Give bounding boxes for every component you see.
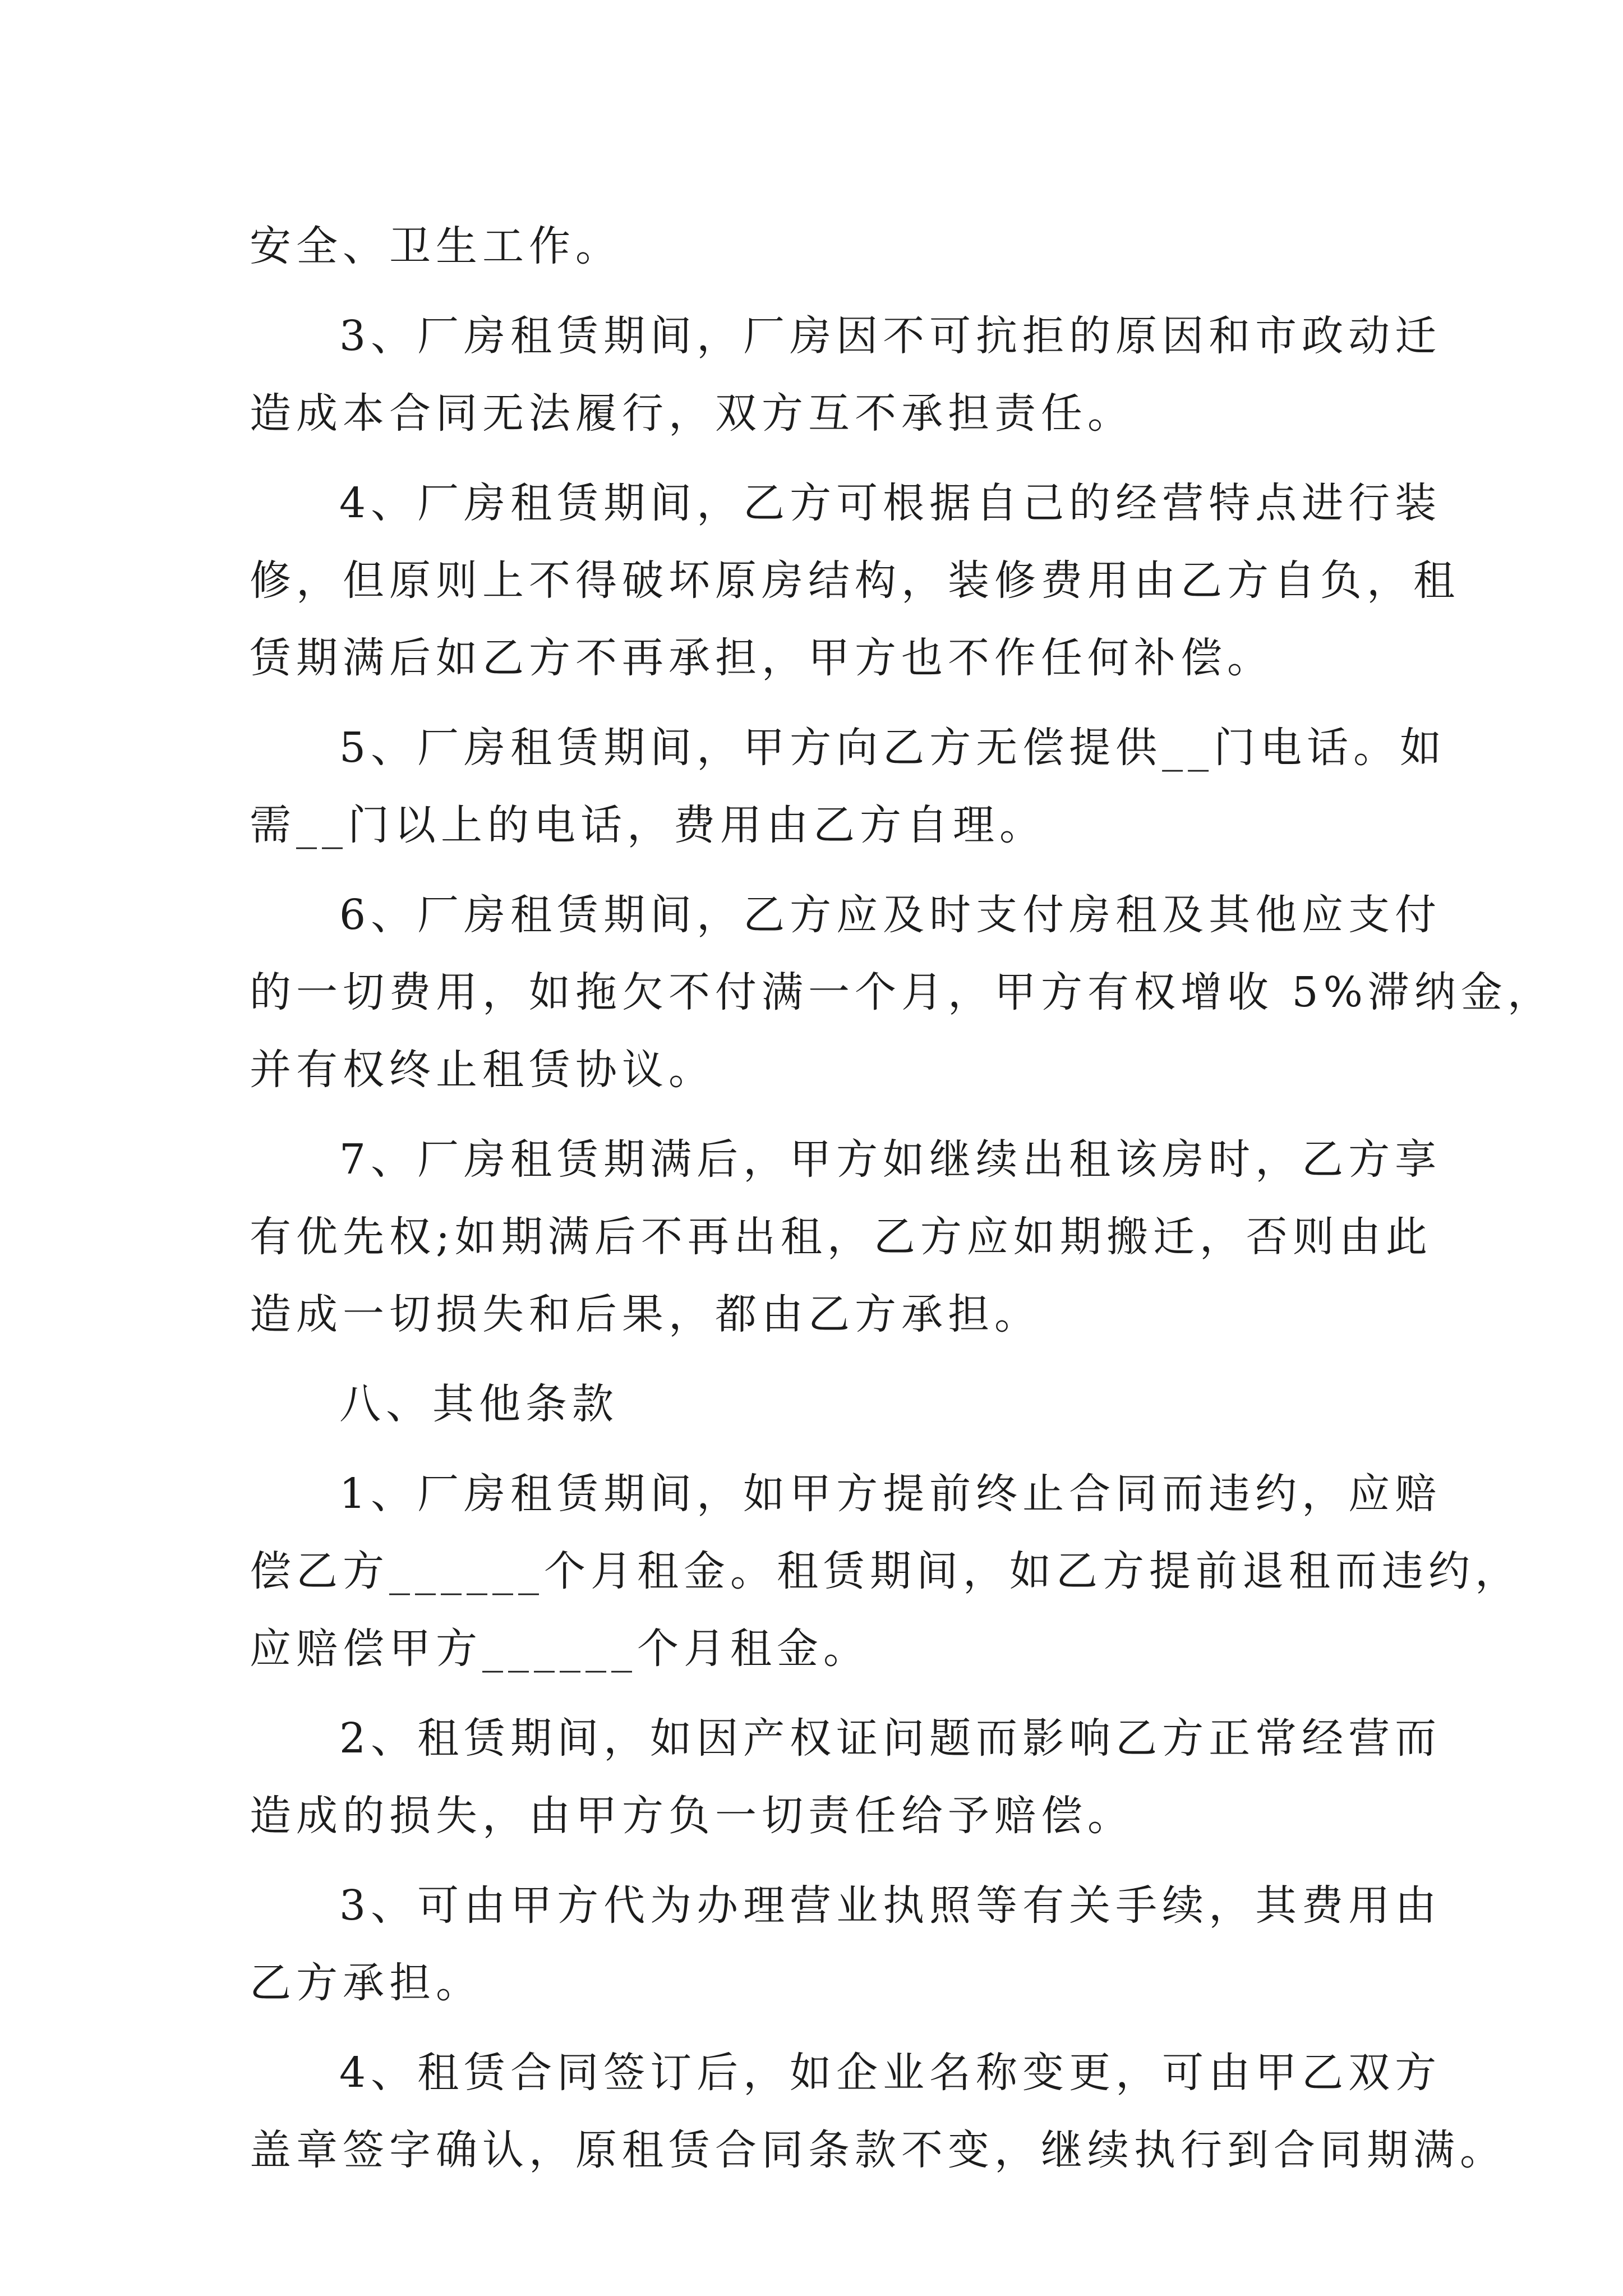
text-line: 4、厂房租赁期间，乙方可根据自己的经营特点进行装 bbox=[339, 479, 1442, 527]
paragraph bbox=[250, 208, 1399, 285]
text-line: 造成的损失，由甲方负一切责任给予赔偿。 bbox=[250, 1792, 1134, 1840]
text-line: 7、厂房租赁期满后，甲方如继续出租该房时，乙方享 bbox=[339, 1135, 1442, 1184]
document-body bbox=[250, 208, 1554, 2201]
text-line: 盖章签字确认，原租赁合同条款不变，继续执行到合同期满。 bbox=[250, 2126, 1506, 2174]
paragraph bbox=[250, 876, 1554, 1108]
text-line: 偿乙方______个月租金。租赁期间，如乙方提前退租而违约， bbox=[250, 1547, 1521, 1595]
text-line: 造成一切损失和后果，都由乙方承担。 bbox=[250, 1290, 1041, 1338]
text-line: 应赔偿甲方______个月租金。 bbox=[250, 1625, 870, 1673]
paragraph bbox=[250, 1365, 1399, 1443]
paragraph bbox=[250, 2034, 1506, 2189]
text-line: 八、其他条款 bbox=[339, 1380, 619, 1428]
text-line: 3、厂房租赁期间，厂房因不可抗拒的原因和市政动迁 bbox=[339, 312, 1442, 360]
paragraph bbox=[250, 464, 1460, 697]
paragraph bbox=[250, 297, 1442, 452]
text-line: 安全、卫生工作。 bbox=[250, 222, 622, 270]
paragraph bbox=[250, 1700, 1442, 1855]
text-line: 造成本合同无法履行，双方互不承担责任。 bbox=[250, 389, 1134, 438]
text-line: 5、厂房租赁期间，甲方向乙方无偿提供__门电话。如 bbox=[339, 724, 1447, 772]
text-line: 1、厂房租赁期间，如甲方提前终止合同而违约，应赔 bbox=[339, 1470, 1442, 1518]
text-line: 乙方承担。 bbox=[250, 1959, 482, 2007]
paragraph bbox=[250, 1121, 1442, 1353]
text-line: 修，但原则上不得破坏原房结构，装修费用由乙方自负，租 bbox=[250, 556, 1460, 605]
text-line: 3、可由甲方代为办理营业执照等有关手续，其费用由 bbox=[339, 1881, 1442, 1930]
paragraph bbox=[250, 1455, 1521, 1687]
text-line: 4、租赁合同签订后，如企业名称变更，可由甲乙双方 bbox=[339, 2049, 1442, 2097]
paragraph bbox=[250, 1867, 1442, 2022]
text-line: 赁期满后如乙方不再承担，甲方也不作任何补偿。 bbox=[250, 634, 1274, 682]
text-line: 2、租赁期间，如因产权证问题而影响乙方正常经营而 bbox=[339, 1714, 1442, 1763]
text-line: 的一切费用，如拖欠不付满一个月，甲方有权增收 5%滞纳金， bbox=[250, 968, 1554, 1016]
text-line: 6、厂房租赁期间，乙方应及时支付房租及其他应支付 bbox=[339, 891, 1442, 939]
text-line: 并有权终止租赁协议。 bbox=[250, 1046, 715, 1094]
text-line: 有优先权;如期满后不再出租，乙方应如期搬迁，否则由此 bbox=[250, 1213, 1432, 1261]
paragraph bbox=[250, 709, 1447, 864]
text-line: 需__门以上的电话，费用由乙方自理。 bbox=[250, 801, 1046, 849]
